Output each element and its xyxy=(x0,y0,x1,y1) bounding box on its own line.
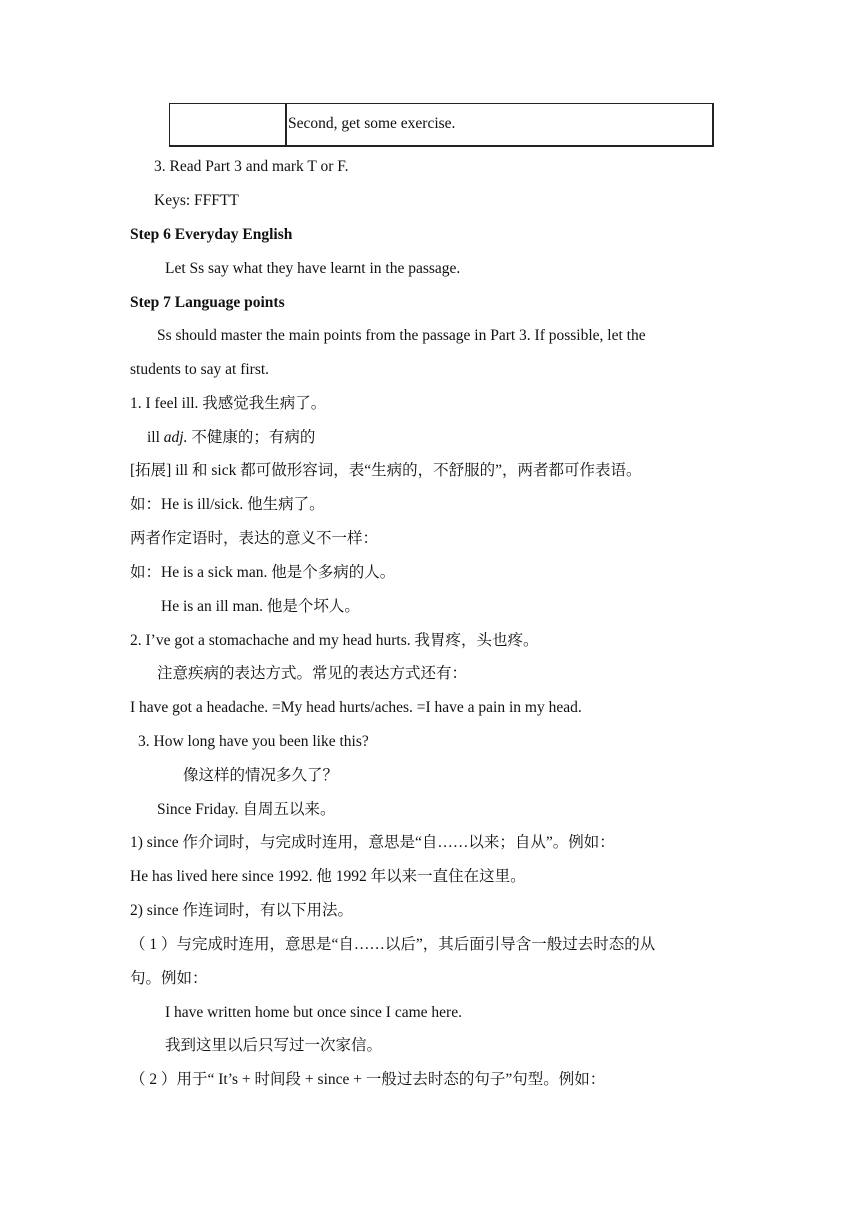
text-line: （ 1 ）与完成时连用，意思是“自……以后”，其后面引导含一般过去时态的从 xyxy=(130,936,656,953)
italic-term: adj. xyxy=(163,429,188,446)
text-line: He has lived here since 1992. 他 1992 年以来一直住在这里。 xyxy=(130,868,526,885)
table xyxy=(169,103,714,147)
text-line: He is an ill man. 他是个坏人。 xyxy=(161,598,360,615)
text-line: （ 2 ）用于“ It’s + 时间段 + since + 一般过去时态的句子”句型。例如： xyxy=(130,1071,606,1088)
text-line: 注意疾病的表达方式。常见的表达方式还有： xyxy=(157,665,468,682)
section-heading: Step 7 Language points xyxy=(130,294,285,311)
text-run: 不健康的；有病的 xyxy=(187,429,316,446)
text-line: 3. How long have you been like this? xyxy=(138,733,369,750)
text-line: 2. I’ve got a stomachache and my head hurts. 我胃疼，头也疼。 xyxy=(130,632,539,649)
text-line: Let Ss say what they have learnt in the passage. xyxy=(165,260,461,277)
text-line: I have written home but once since I came here. xyxy=(165,1004,462,1021)
text-run: ill xyxy=(147,429,164,446)
text-line: I have got a headache. =My head hurts/aches. =I have a pain in my head. xyxy=(130,699,582,716)
text-line: 像这样的情况多久了？ xyxy=(183,767,339,784)
table-column-divider xyxy=(285,104,287,145)
text-line: Keys: FFFTT xyxy=(154,192,239,209)
text-line: 如：He is a sick man. 他是个多病的人。 xyxy=(130,564,396,581)
text-line: 3. Read Part 3 and mark T or F. xyxy=(154,158,349,175)
text-line: 两者作定语时，表达的意义不一样： xyxy=(130,530,379,547)
text-line: students to say at first. xyxy=(130,361,270,378)
section-heading: Step 6 Everyday English xyxy=(130,226,293,243)
text-line: [拓展] ill 和 sick 都可做形容词，表“生病的，不舒服的”，两者都可作表语。 xyxy=(130,462,642,479)
text-line: 2) since 作连词时，有以下用法。 xyxy=(130,902,354,919)
text-line: Ss should master the main points from the passage in Part 3. If possible, let the xyxy=(157,327,646,344)
table-cell: Second, get some exercise. xyxy=(288,115,456,132)
text-line: 句。例如： xyxy=(130,970,208,987)
text-line xyxy=(147,428,315,448)
text-line: 1. I feel ill. 我感觉我生病了。 xyxy=(130,395,327,412)
text-line: 我到这里以后只写过一次家信。 xyxy=(165,1037,383,1054)
text-line: 1) since 作介词时，与完成时连用，意思是“自……以来；自从”。例如： xyxy=(130,834,615,851)
text-line: Since Friday. 自周五以来。 xyxy=(157,801,336,818)
text-line: 如：He is ill/sick. 他生病了。 xyxy=(130,496,325,513)
